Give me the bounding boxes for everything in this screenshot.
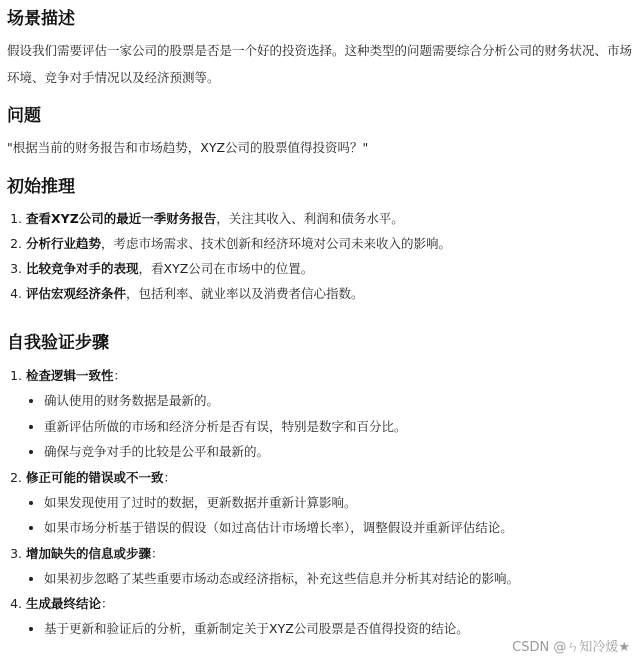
bullet-item: • 如果初步忽略了某些重要市场动态或经济指标，补充这些信息并分析其对结论的影响。	[44, 566, 633, 592]
reasoning-item-bold: 比较竞争对手的表现	[26, 261, 139, 276]
reasoning-item-text: ，包括利率、就业率以及消费者信心指数。	[126, 286, 364, 301]
reasoning-item	[26, 206, 633, 231]
reasoning-item	[26, 281, 633, 306]
bullet-item: • 确保与竞争对手的比较是公平和最新的。	[44, 439, 633, 465]
document	[7, 0, 633, 642]
bullet-item: • 基于更新和验证后的分析，重新制定关于XYZ公司股票是否值得投资的结论。	[44, 616, 633, 642]
self-verification-heading: 自我验证步骤	[7, 333, 109, 353]
verification-step-colon: ：	[113, 368, 127, 383]
verification-bullets	[26, 566, 633, 592]
verification-step-colon: ：	[101, 596, 114, 611]
scenario-heading: 场景描述	[7, 9, 75, 29]
verification-step-title: 修正可能的错误或不一致	[26, 469, 164, 485]
reasoning-item-bold: 查看XYZ公司的最近一季财务报告	[26, 211, 217, 226]
reasoning-item-text: ，关注其收入、利润和债务水平。	[216, 211, 404, 226]
question-heading: 问题	[7, 106, 41, 126]
reasoning-item-bold: 评估宏观经济条件	[26, 286, 127, 301]
reasoning-item	[26, 256, 633, 281]
verification-step	[26, 591, 633, 642]
reasoning-item	[26, 231, 633, 256]
initial-reasoning-list	[7, 206, 633, 306]
bullet-item: • 如果市场分析基于错误的假设（如过高估计市场增长率），调整假设并重新评估结论。	[44, 515, 633, 541]
scenario-text: 假设我们需要评估一家公司的股票是否是一个好的投资选择。这种类型的问题需要综合分析公司的财务状况、市场环境、竞争对手情况以及经济预测等。	[7, 43, 633, 85]
verification-step	[26, 363, 633, 465]
verification-step	[26, 541, 633, 592]
bullet-item: • 重新评估所做的市场和经济分析是否有误，特别是数字和百分比。	[44, 414, 633, 440]
verification-step-title: 增加缺失的信息或步骤	[26, 545, 152, 561]
verification-step-colon: ：	[151, 545, 164, 561]
question-text: "根据当前的财务报告和市场趋势，XYZ公司的股票值得投资吗？"	[7, 140, 369, 155]
initial-reasoning-heading: 初始推理	[7, 177, 75, 197]
self-verification-list	[7, 363, 633, 642]
bullet-item: • 确认使用的财务数据是最新的。	[44, 388, 633, 414]
reasoning-item-text: ，考虑市场需求、技术创新和经济环境对公司未来收入的影响。	[101, 236, 452, 251]
verification-step-title: 检查逻辑一致性	[26, 368, 114, 383]
verification-bullets	[26, 490, 633, 541]
bullet-item: • 如果发现使用了过时的数据，更新数据并重新计算影响。	[44, 490, 633, 516]
reasoning-item-text: ，看XYZ公司在市场中的位置。	[138, 261, 314, 276]
csdn-watermark: CSDN @ㄣ知冷煖★	[512, 640, 630, 655]
verification-step-title: 生成最终结论	[26, 596, 102, 611]
reasoning-item-bold: 分析行业趋势	[26, 236, 102, 251]
verification-bullets	[26, 388, 633, 465]
verification-step-colon: ：	[163, 469, 177, 485]
verification-step	[26, 465, 633, 541]
